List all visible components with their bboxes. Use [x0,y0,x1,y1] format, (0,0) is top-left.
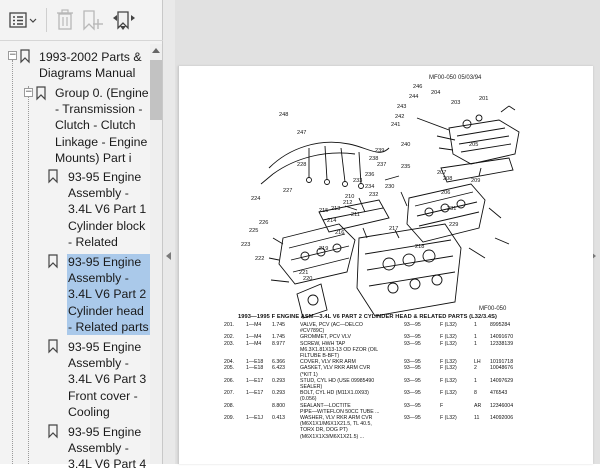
callout-label: 238 [369,156,379,162]
callout-label: 231 [447,206,457,212]
bookmark-icon [35,86,47,100]
callout-label: 244 [409,94,419,100]
callout-label: 213 [331,206,341,212]
table-cell: COVER, VLV RKR ARM [300,359,356,366]
table-cell [272,434,300,440]
table-cell: 14091670 [490,334,514,341]
bookmark-icon [47,339,59,353]
bookmark-icon [47,169,59,183]
callout-label: 214 [327,218,337,224]
panel-splitter[interactable] [163,0,175,464]
table-cell: 1—M4 [246,340,262,347]
table-cell: PIPE—W/TEFLON 50CC TUBE ... [300,408,380,415]
callout-label: 236 [365,172,375,178]
table-cell: F (L32) [440,377,457,384]
callout-label: 240 [401,142,411,148]
table-cell: 202. [224,334,235,341]
table-cell: 2 [474,365,477,372]
callout-label: 232 [369,192,379,198]
table-cell: GASKET, VLV RKR ARM CVR [300,365,371,372]
table-cell: 8.800 [272,402,285,409]
table-row [224,434,524,440]
table-cell: AR [474,402,482,409]
table-cell: 93—95 [404,415,421,422]
table-cell: 10191718 [490,359,514,366]
table-cell: (*KIT 1) [300,371,318,378]
table-cell: F (L32) [440,365,457,372]
bookmark-label-selected[interactable]: 93-95 Engine Assembly - 3.4L V6 Part 2 Cylinder head - Related parts [68,255,149,334]
table-cell: (0.056) [300,396,317,403]
callout-label: 204 [431,90,441,96]
table-cell: VALVE, PCV (AC—DELCO [300,322,363,328]
callout-label: 228 [297,162,307,168]
table-cell: 205. [224,365,235,372]
callout-label: 248 [279,112,289,118]
new-bookmark-icon [81,9,105,31]
callout-label: 227 [283,188,293,194]
callout-label: 220 [303,276,313,282]
bookmark-icon [19,49,31,63]
engine-exploded-diagram [209,88,539,318]
callout-label: 226 [259,220,269,226]
table-cell: TORX DR, DOG PT) [300,427,348,434]
table-cell: F (L32) [440,390,457,397]
callout-label: 217 [389,226,399,232]
callout-label: 219 [319,246,329,252]
table-cell [246,434,272,440]
table-cell: 203. [224,340,235,347]
callout-label: 247 [297,130,307,136]
bookmark-label[interactable]: 93-95 Engine Assembly - 3.4L V6 Part 4 [68,425,147,472]
table-cell: 11 [474,415,480,422]
callout-label: 221 [299,270,309,276]
table-cell [440,434,474,440]
table-cell: 476543 [490,390,508,397]
table-cell: 93—95 [404,377,421,384]
callout-label: 218 [415,244,425,250]
table-cell: F (L32) [440,415,457,422]
table-cell: 208. [224,402,235,409]
table-cell: #CV789C) [300,328,325,335]
bookmark-tree [0,44,150,472]
callout-label: 215 [319,208,329,214]
table-cell: F (L32) [440,359,457,366]
table-cell: 93—95 [404,365,421,372]
callout-label: 229 [449,222,459,228]
table-cell: 1—E18 [246,365,264,372]
table-cell: 1—E18 [246,359,264,366]
table-cell [404,434,440,440]
table-cell: 1—E17 [246,377,264,384]
bookmark-icon [47,424,59,438]
callout-label: 230 [385,184,395,190]
callout-label: 233 [353,178,363,184]
table-cell [474,434,490,440]
table-cell: 12346004 [490,402,514,409]
section-title: 1993—1995 F ENGINE ASM—3.4L V6 PART 2 CYLINDER HEAD & RELATED PARTS (L32/3.4S) [238,314,498,320]
table-cell [224,434,246,440]
toolbar-divider [46,8,47,32]
callout-label: 211 [351,212,360,218]
callout-label: 243 [397,104,407,110]
table-cell: FILTUBE B-BFT) [300,353,340,360]
callout-label: 212 [343,200,353,206]
table-cell: LH [474,359,481,366]
callout-label: 203 [451,100,461,106]
expand-bookmark-button[interactable] [111,6,137,34]
scrollbar-thumb[interactable] [150,60,162,120]
collapse-toggle[interactable]: − [9,50,17,60]
table-cell: BOLT, CYL HD (M11X1.0X93) [300,390,369,397]
callout-label: 206 [441,190,451,196]
table-cell: 1—E1J [246,415,264,422]
options-button[interactable] [8,6,38,34]
callout-label: 237 [377,162,387,168]
table-cell: 93—95 [404,334,421,341]
table-cell [490,434,524,440]
table-cell: F [440,402,444,409]
table-cell: 93—95 [404,390,421,397]
table-cell: 1 [474,322,477,328]
table-cell: 1.745 [272,334,285,341]
table-cell: 0.293 [272,377,285,384]
table-cell: 1 [474,340,477,347]
table-cell: SEALER) [300,384,323,391]
table-cell: (M6X1X1X3/M6X1X21.5) ... [300,433,365,440]
table-cell: 93—95 [404,402,421,409]
page-code: MF00-050 05/03/94 [429,75,482,81]
table-cell: 8995284 [490,322,511,328]
table-cell: 0.413 [272,415,285,422]
callout-label: 224 [251,196,261,202]
table-cell: 8 [474,390,477,397]
bookmarks-toolbar [0,0,163,40]
table-cell: SCREW, HWH TAP [300,340,346,347]
table-cell: 1 [474,334,477,341]
table-cell: 8.977 [272,340,285,347]
scroll-up-arrow-icon[interactable] [152,48,160,53]
table-cell: WASHER, VLV RKR ARM CVR [300,415,373,422]
new-bookmark-button[interactable] [81,6,105,34]
callout-label: 242 [395,114,405,120]
table-cell: 1.745 [272,322,285,328]
callout-label: 201 [479,96,489,102]
table-cell: 93—95 [404,322,421,328]
table-cell: SEALANT—LOCTITE [300,402,351,409]
table-cell: F (L32) [440,334,457,341]
table-cell: 12338139 [490,340,514,347]
table-cell: 206. [224,377,235,384]
table-cell: 1—M4 [246,322,262,328]
collapse-toggle[interactable]: − [25,87,33,97]
callout-label: 208 [443,176,453,182]
callout-label: 234 [365,184,375,190]
page-code-bottom: MF00-050 [479,306,507,312]
bookmark-icon [47,254,59,268]
table-cell: 201. [224,322,235,328]
callout-label: 210 [345,194,355,200]
table-cell: 207. [224,390,235,397]
table-cell: 93—95 [404,359,421,366]
toolbar-separator [0,40,163,41]
table-cell: (M6X1X1/M6X1X21.5, TL 40.5, [300,421,372,428]
delete-bookmark-button[interactable] [55,6,75,34]
table-cell: 1 [474,377,477,384]
table-cell: 6.366 [272,359,285,366]
table-cell: 10048676 [490,365,514,372]
parts-table [224,322,524,440]
table-cell: 14097629 [490,377,514,384]
table-cell: 14092006 [490,415,514,422]
table-cell: 209. [224,415,235,422]
callout-label: 209 [471,178,481,184]
expand-bookmark-icon [111,9,137,31]
table-cell: GROMMET, PCV VLV [300,334,351,341]
table-cell: 93—95 [404,340,421,347]
callout-label: 246 [413,84,423,90]
callout-label: 216 [335,230,345,236]
trash-icon [55,9,75,31]
table-cell: F (L32) [440,322,457,328]
callout-label: 222 [255,256,265,262]
callout-label: 223 [241,242,251,248]
callout-label: 207 [437,170,447,176]
list-options-icon [8,11,38,29]
callout-label: 235 [401,164,411,170]
bookmark-label[interactable]: 1993-2002 Parts & Diagrams Manual [39,50,142,81]
bookmark-label[interactable]: Group 0. (Engine - Transmission - Clutch - Clutch Linkage - Engine Mounts) Part i [55,86,149,165]
table-cell: M6.3X1.81X13-13 OD FZOR (OIL [300,346,379,353]
table-cell: 6.423 [272,365,285,372]
callout-label: 205 [469,142,479,148]
callout-label: 241 [391,122,401,128]
tree-guide [12,60,13,464]
table-cell: 1—M4 [246,334,262,341]
tree-guide [28,86,29,464]
table-cell: F (L32) [440,340,457,347]
callout-label: 239 [375,148,385,154]
table-cell: 0.293 [272,390,285,397]
bookmark-label[interactable]: 93-95 Engine Assembly - 3.4L V6 Part 1 Cylinder block - Related [68,170,147,249]
callout-label: 225 [249,228,259,234]
table-cell: 204. [224,359,235,366]
bookmark-label[interactable]: 93-95 Engine Assembly - 3.4L V6 Part 3 Front cover - Cooling [68,340,147,419]
table-cell: 1—E17 [246,390,264,397]
collapse-panel-arrow-icon[interactable] [166,252,171,260]
table-cell: STUD, CYL HD (USE 09985490 [300,377,375,384]
